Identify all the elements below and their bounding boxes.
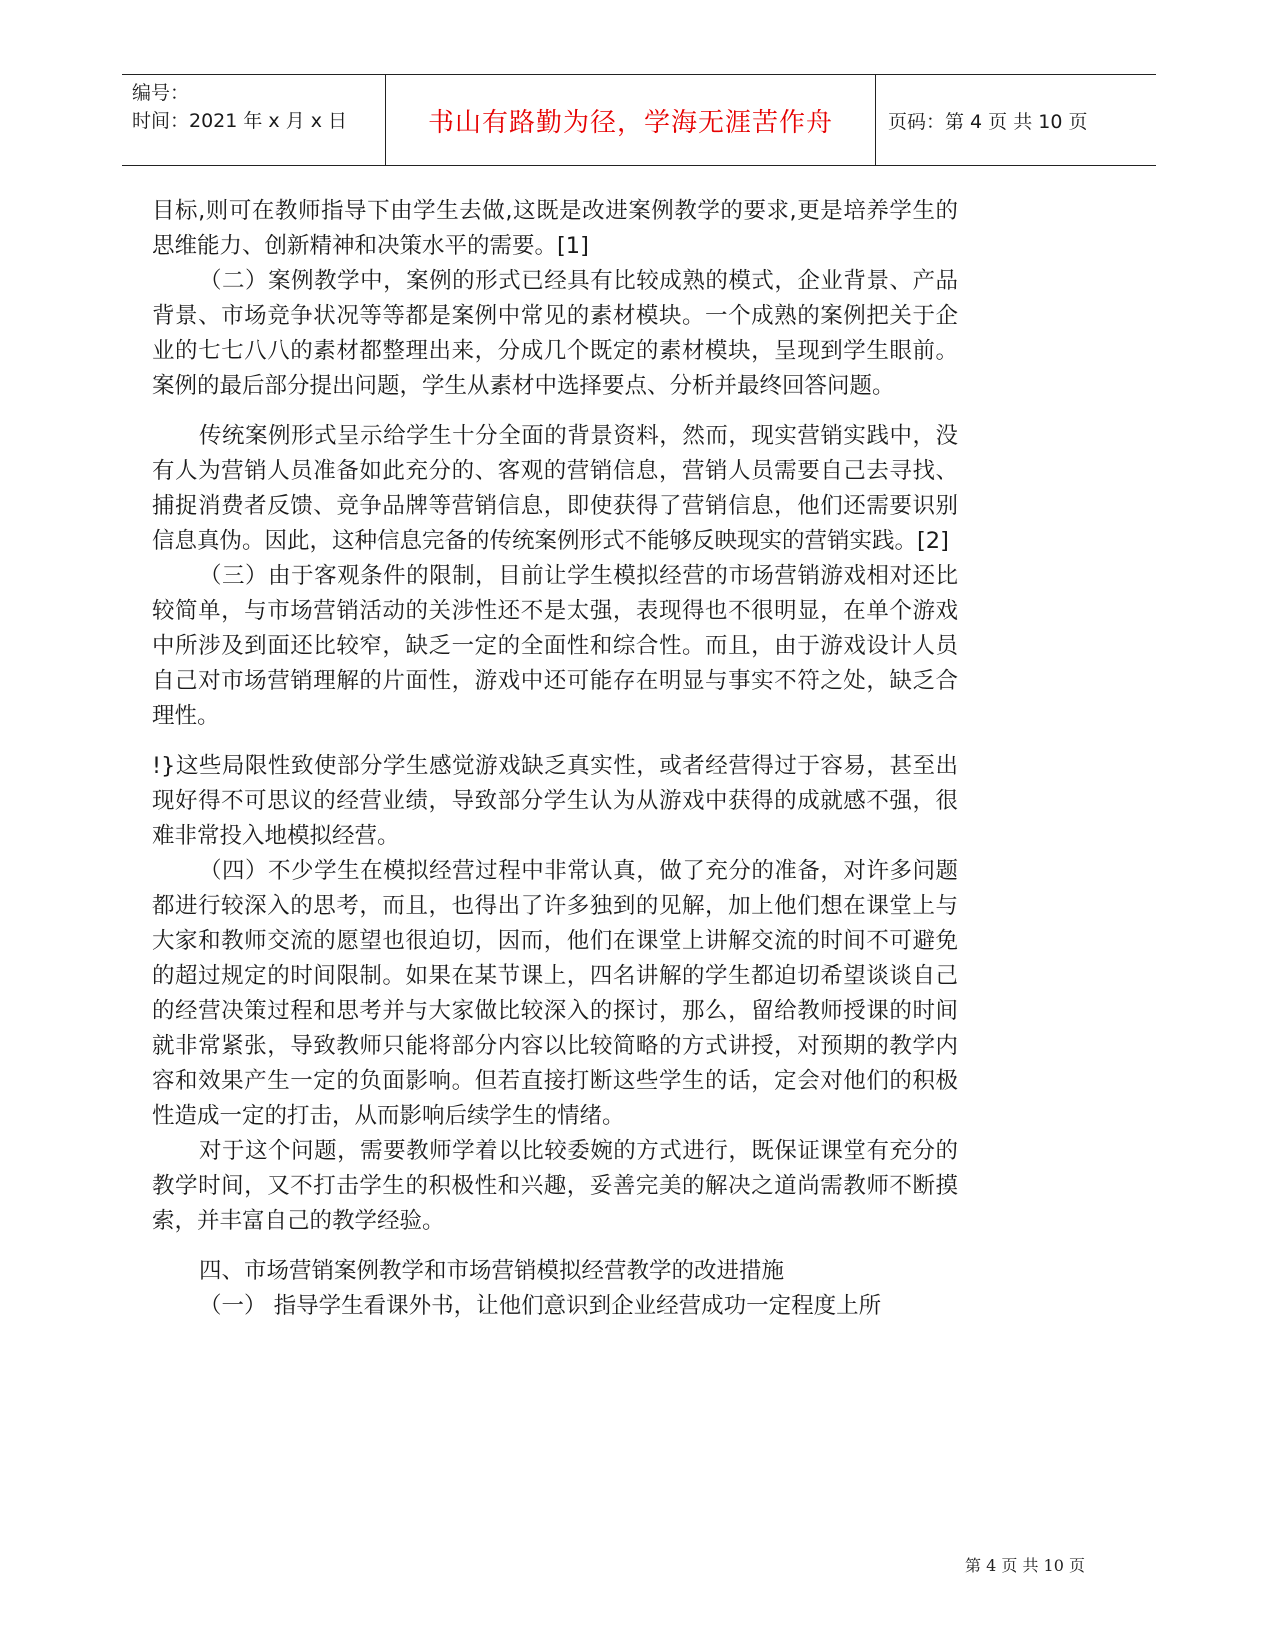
paragraph: 传统案例形式呈示给学生十分全面的背景资料，然而，现实营销实践中，没有人为营销人员准备如此充分的、客观的营销信息，营销人员需要自己去寻找、捕捉消费者反馈、竞争品牌等营销信息，即使获得了营销信息，他们还需要识别信息真伪。因此，这种信息完备的传统案例形式不能够反映现实的营销实践。[2] [152,423,958,554]
header-page-code: 页码：第 4 页 共 10 页 [888,110,1088,133]
header-page-cell [876,75,1156,165]
header-table [122,74,1156,166]
header-motto: 书山有路勤为径，学海无涯苦作舟 [427,107,833,138]
paragraph: （四）不少学生在模拟经营过程中非常认真，做了充分的准备，对许多问题都进行较深入的思考，而且，也得出了许多独到的见解，加上他们想在课堂上与大家和教师交流的愿望也很迫切，因而，他们在课堂上讲解交流的时间不可避免的超过规定的时间限制。如果在某节课上，四名讲解的学生都迫切希望谈谈自己的经营决策过程和思考并与大家做比较深入的探讨，那么，留给教师授课的时间就非常紧张，导致教师只能将部分内容以比较简略的方式讲授，对预期的教学内容和效果产生一定的负面影响。但若直接打断这些学生的话，定会对他们的积极性造成一定的打击，从而影响后续学生的情绪。 [152,858,958,1129]
document-number-label: 编号： [132,82,190,104]
document-date: 时间：2021 年 x 月 x 日 [132,110,348,132]
document-body [152,194,958,1324]
paragraph: （三）由于客观条件的限制，目前让学生模拟经营的市场营销游戏相对还比较简单，与市场营销活动的关涉性还不是太强，表现得也不很明显，在单个游戏中所涉及到面还比较窄，缺乏一定的全面性和综合性。而且，由于游戏设计人员自己对市场营销理解的片面性，游戏中还可能存在明显与事实不符之处，缺乏合理性。 [152,563,958,729]
section-heading: 四、市场营销案例教学和市场营销模拟经营教学的改进措施 [199,1258,785,1284]
header-meta-cell [122,75,386,165]
paragraph: 对于这个问题，需要教师学着以比较委婉的方式进行，既保证课堂有充分的教学时间，又不打击学生的积极性和兴趣，妥善完美的解决之道尚需教师不断摸索，并丰富自己的教学经验。 [152,1138,958,1234]
page-footer: 第 4 页 共 10 页 [965,1556,1085,1575]
paragraph: （二）案例教学中，案例的形式已经具有比较成熟的模式，企业背景、产品背景、市场竞争状况等等都是案例中常见的素材模块。一个成熟的案例把关于企业的七七八八的素材都整理出来，分成几个既定的素材模块，呈现到学生眼前。案例的最后部分提出问题，学生从素材中选择要点、分析并最终回答问题。 [152,268,958,399]
paragraph: !}这些局限性致使部分学生感觉游戏缺乏真实性，或者经营得过于容易，甚至出现好得不可思议的经营业绩，导致部分学生认为从游戏中获得的成就感不强，很难非常投入地模拟经营。 [152,753,958,849]
paragraph: （一） 指导学生看课外书，让他们意识到企业经营成功一定程度上所 [199,1293,882,1319]
header-motto-cell [386,75,876,165]
paragraph: 目标,则可在教师指导下由学生去做,这既是改进案例教学的要求,更是培养学生的思维能力、创新精神和决策水平的需要。[1] [152,198,958,259]
